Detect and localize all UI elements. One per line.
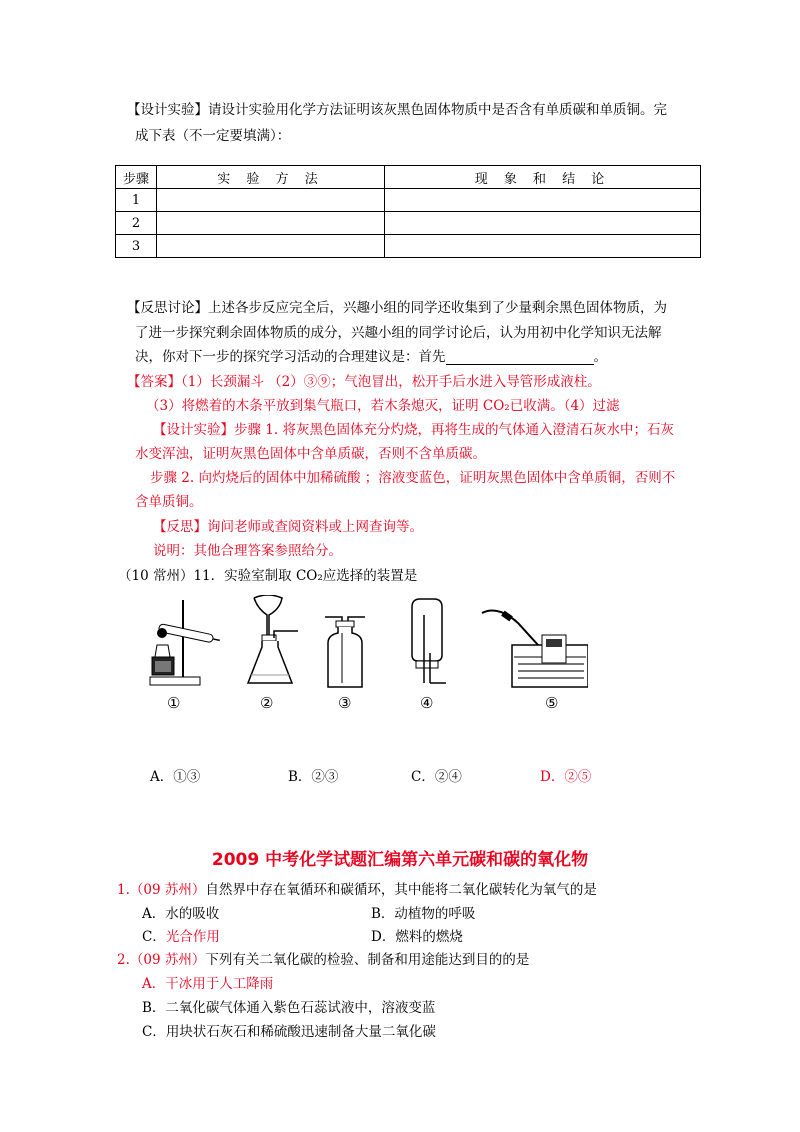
table-cell-result[interactable] <box>385 212 701 235</box>
table-header-step: 步骤 <box>116 166 157 189</box>
apparatus-label-2: ② <box>260 694 274 712</box>
q2-source: （09 苏州） <box>129 952 206 968</box>
table-cell-result[interactable] <box>385 189 701 212</box>
q2-stem-line <box>117 948 529 968</box>
apparatus-funnel-flask-icon <box>240 595 300 690</box>
apparatus-water-trough-icon <box>478 595 588 690</box>
table-cell-method[interactable] <box>157 189 385 212</box>
q11-option-a[interactable]: A．①③ <box>150 769 201 785</box>
experiment-table <box>115 165 701 258</box>
design-line-1: 【设计实验】请设计实验用化学方法证明该灰黑色固体物质中是否含有单质碳和单质铜。完 <box>127 102 667 118</box>
answer-line-3: 【设计实验】步骤 1. 将灰黑色固体充分灼烧，再将生成的气体通入澄清石灰水中；石灰 <box>153 422 674 438</box>
q2-option-c[interactable]: C．用块状石灰石和稀硫酸迅速制备大量二氧化碳 <box>142 1024 436 1040</box>
q2-option-b[interactable]: B．二氧化碳气体通入紫色石蕊试液中，溶液变蓝 <box>142 1000 436 1016</box>
q2-stem: 下列有关二氧化碳的检验、制备和用途能达到目的的是 <box>205 952 530 968</box>
table-cell-step: 1 <box>116 189 157 212</box>
apparatus-inverted-bottle-icon <box>402 595 452 690</box>
q1-number: 1. <box>117 882 130 898</box>
apparatus-label-4: ④ <box>420 694 434 712</box>
table-row <box>116 212 701 235</box>
reflect-line-2: 了进一步探究剩余固体物质的成分，兴趣小组的同学讨论后，认为用初中化学知识无法解 <box>135 325 662 341</box>
table-cell-step: 3 <box>116 235 157 258</box>
answer-line-2: （3）将燃着的木条平放到集气瓶口，若木条熄灭，证明 CO₂已收满。（4）过滤 <box>146 398 620 414</box>
reflect-line-3-end: 。 <box>593 349 607 365</box>
q1-source: （09 苏州） <box>129 882 206 898</box>
apparatus-heating-tube-icon <box>140 595 220 690</box>
answer-line-7: 【反思】询问老师或查阅资料或上网查询等。 <box>153 519 423 535</box>
q2-number: 2. <box>117 952 130 968</box>
answer-line-5: 步骤 2. 向灼烧后的固体中加稀硫酸 ；溶液变蓝色，证明灰黑色固体中含单质铜，否则不 <box>150 470 676 486</box>
q2-option-a[interactable]: A．干冰用于人工降雨 <box>142 976 274 992</box>
q1-option-c[interactable] <box>142 925 220 945</box>
q1-stem: 自然界中存在氧循环和碳循环，其中能将二氧化碳转化为氧气的是 <box>205 882 597 898</box>
apparatus-label-1: ① <box>167 694 181 712</box>
q11-option-c[interactable]: C．②④ <box>411 769 462 785</box>
design-line-2: 成下表（不一定要填满）： <box>135 128 291 144</box>
q1-option-c-text: 光合作用 <box>165 929 220 945</box>
answer-line-1: 【答案】（1）长颈漏斗 （2）③⑨；气泡冒出，松开手后水进入导管形成液柱。 <box>127 374 601 390</box>
answer-blank[interactable] <box>446 350 594 365</box>
table-cell-step: 2 <box>116 212 157 235</box>
apparatus-label-5: ⑤ <box>545 694 559 712</box>
q1-option-a[interactable]: A．水的吸收 <box>142 906 220 922</box>
q1-option-d[interactable]: D．燃料的燃烧 <box>371 929 463 945</box>
table-header-result: 现 象 和 结 论 <box>385 166 701 189</box>
reflect-line-3 <box>135 345 607 365</box>
q1-stem-line <box>117 878 597 898</box>
table-row <box>116 235 701 258</box>
q1-option-c-letter: C． <box>142 929 166 945</box>
table-cell-method[interactable] <box>157 212 385 235</box>
answer-line-8: 说明：其他合理答案参照给分。 <box>153 543 342 559</box>
section-title: 2009 中考化学试题汇编第六单元碳和碳的氧化物 <box>211 850 589 870</box>
apparatus-label-3: ③ <box>338 694 352 712</box>
apparatus-gas-bottle-icon <box>320 595 370 690</box>
q1-option-b[interactable]: B．动植物的呼吸 <box>371 906 476 922</box>
table-header-row <box>116 166 701 189</box>
answer-line-4: 水变浑浊，证明灰黑色固体中含单质碳，否则不含单质碳。 <box>135 446 486 462</box>
table-cell-result[interactable] <box>385 235 701 258</box>
reflect-line-1: 【反思讨论】上述各步反应完全后，兴趣小组的同学还收集到了少量剩余黑色固体物质，为 <box>127 300 667 316</box>
reflect-line-3-text: 决，你对下一步的探究学习活动的合理建议是：首先 <box>135 349 446 365</box>
q11-stem: （10 常州）11．实验室制取 CO₂应选择的装置是 <box>118 568 418 584</box>
q11-option-b[interactable]: B．②③ <box>288 769 339 785</box>
q11-option-d[interactable]: D．②⑤ <box>540 769 592 785</box>
table-cell-method[interactable] <box>157 235 385 258</box>
answer-line-6: 含单质铜。 <box>135 494 203 510</box>
table-row <box>116 189 701 212</box>
table-header-method: 实 验 方 法 <box>157 166 385 189</box>
